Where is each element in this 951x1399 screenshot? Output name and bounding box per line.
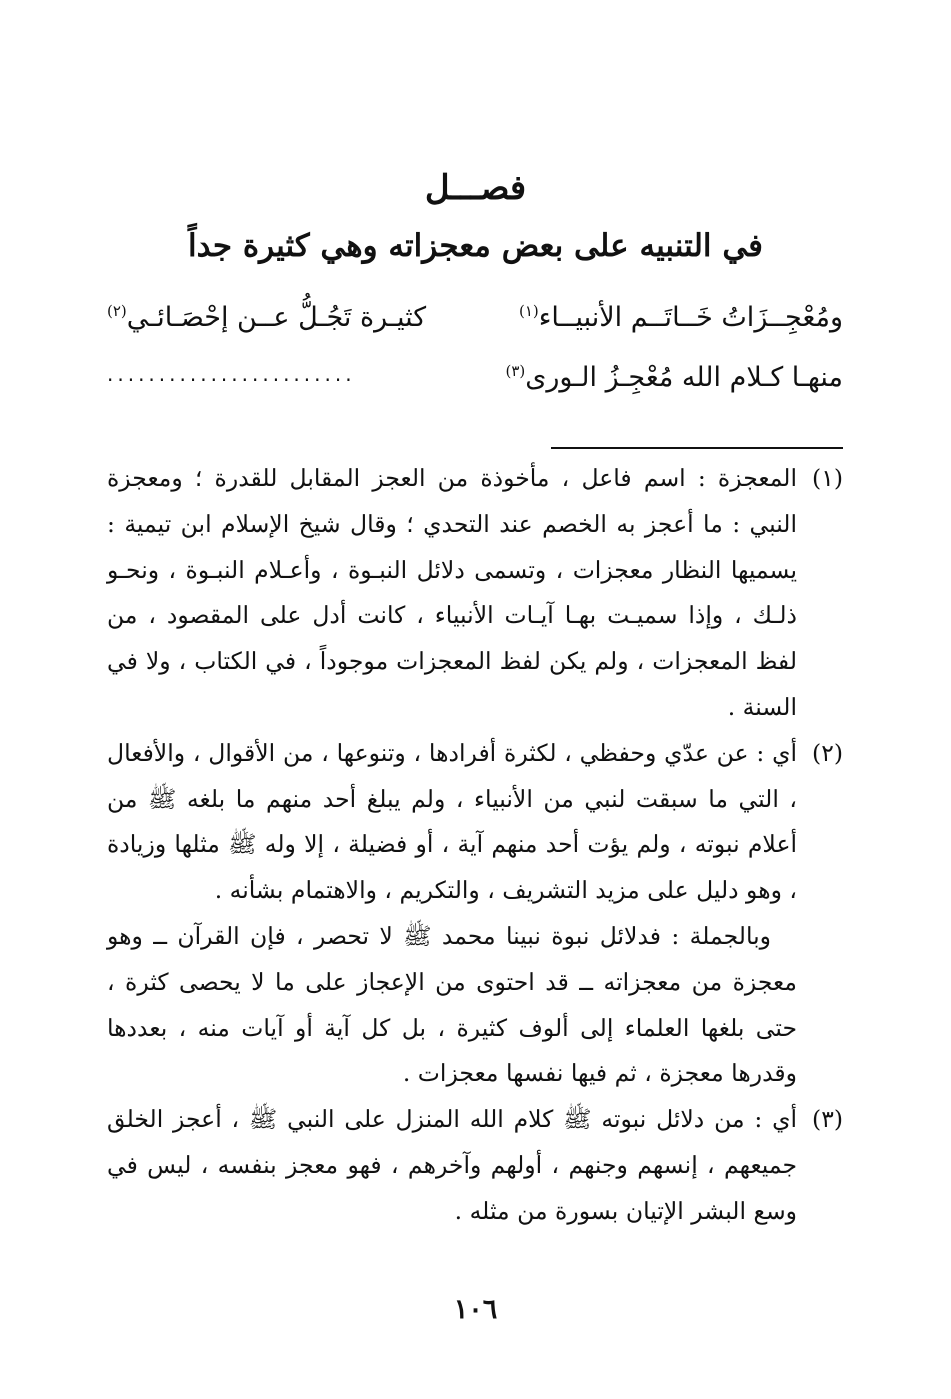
footnote-separator <box>551 447 843 449</box>
footnote-text: أي : عن عدّي وحفظي ، لكثرة أفرادها ، وتنوعها ، من الأقوال ، والأفعال ، التي ما سبقت لنبي من الأنبياء ، ولم يبلغ أحد منهم ما بلغه ﷺ من أعلام نبوته ، ولم يؤت أحد منهم آية ، أو فضيلة ، إلا وله ﷺ مثلها وزيادة ، وهو دليل على مزيد التشريف ، والتكريم ، والاهتمام بشأنه . <box>107 738 797 905</box>
footnote <box>107 456 843 731</box>
section-subtitle: في التنبيه على بعض معجزاته وهي كثيرة جداً <box>187 228 763 264</box>
footnote <box>107 1097 843 1234</box>
verse-left-hemistich: كثيـرة تَجُـلُّ عــن إحْصَـائـي$^{(٢)}$ <box>107 302 427 333</box>
footnote-text: أي : من دلائل نبوته ﷺ كلام الله المنزل على النبي ﷺ ، أعجز الخلق جميعهم ، إنسهم وجنهم ، أولهم وآخرهم ، فهو معجز بنفسه ، ليس في وسع البشر الإتيان بسورة من مثله . <box>107 1105 797 1225</box>
poem-verse <box>107 362 843 412</box>
poem-verse <box>107 302 843 352</box>
section-title: فصـــل <box>424 168 527 208</box>
footnote-marker: (٣) <box>505 362 526 380</box>
footnote-number: (٣) <box>812 1105 843 1134</box>
verse-right-hemistich: ومُعْجِــزَاتُ خَــاتَــم الأنبيــاء$^{(١)}$ <box>518 302 843 333</box>
verse-left-hemistich-elided: ........................ <box>107 362 356 386</box>
footnote-number: (٢) <box>812 738 843 767</box>
footnote-continuation: وبالجملة : فدلائل نبوة نبينا محمد ﷺ لا تحصر ، فإن القرآن ــ وهو معجزة من معجزاته ــ قد احتوى من الإعجاز على ما لا يحصى كثرة ، حتى بلغها العلماء إلى ألوف كثيرة ، بل كل آية أو آيات منه ، بعددها وقدرها معجزة ، ثم فيها نفسها معجزات . <box>107 921 797 1088</box>
footnote-number: (١) <box>812 464 843 492</box>
footnote-text: المعجزة : اسم فاعل ، مأخوذة من العجز المقابل للقدرة ؛ ومعجزة النبي : ما أعجز به الخصم عند التحدي ؛ وقال شيخ الإسلام ابن تيمية : يسميها النظار معجزات ، وتسمى دلائل النبـوة ، وأعـلام النبـوة ، ونحـو ذلـك ، وإذا سميـت بهـا آيـات الأنبياء ، كانت أدل على المقصود ، من لفظ المعجزات ، ولم يكن لفظ المعجزات موجوداً ، في الكتاب ، ولا في السنة . <box>107 464 797 721</box>
footnotes <box>107 456 843 1235</box>
footnote-marker: (١) <box>518 302 539 320</box>
footnote-marker: (٢) <box>107 302 127 320</box>
verse-right-hemistich: منهـا كـلام الله مُعْجِـزُ الـورى$^{(٣)}$ <box>505 362 843 393</box>
page-number: ١٠٦ <box>453 1294 498 1325</box>
footnote <box>107 731 843 1097</box>
